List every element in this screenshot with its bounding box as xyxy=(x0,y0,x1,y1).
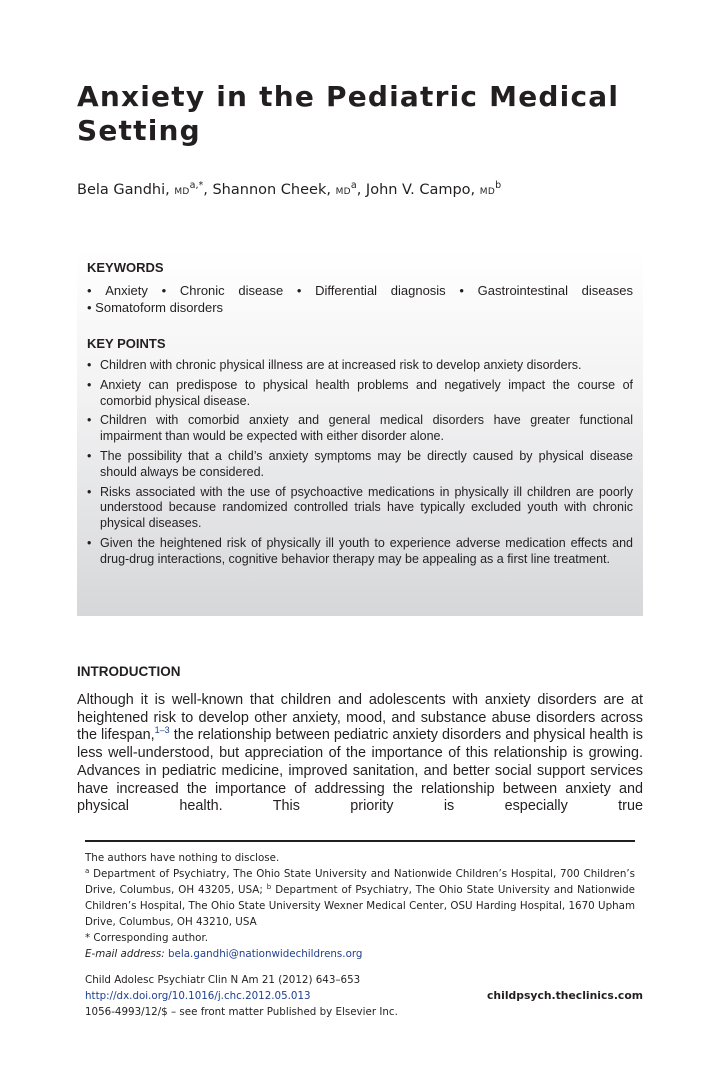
issn-note: 1056-4993/12/$ – see front matter Published by Elsevier Inc. xyxy=(85,1006,398,1018)
article-title: Anxiety in the Pediatric Medical Setting xyxy=(77,80,620,147)
doi-link[interactable]: http://dx.doi.org/10.1016/j.chc.2012.05.013 xyxy=(85,990,311,1002)
introduction-paragraph: Although it is well-known that children and adolescents with anxiety disorders are at heightened risk to develop other anxiety, mood, and substance abuse disorders across the lifespan,$^{1-3}$ the relationship between pediatric anxiety disorders and physical health is less well-understood, but appreciation of the importance of this relationship is growing. Advances in pediatric medicine, improved sanitation, and better social support services have increased the importance of addressing the relationship between anxiety and physical health. This priority is especially true xyxy=(77,692,643,815)
key-point: • Given the heightened risk of physically ill youth to experience adverse medication effects and drug-drug interactions, cognitive behavior therapy may be appealing as a first line treatment. xyxy=(87,536,633,568)
email-link[interactable]: bela.gandhi@nationwidechildrens.org xyxy=(168,948,363,960)
key-point: • The possibility that a child’s anxiety symptoms may be directly caused by physical disease should always be considered. xyxy=(87,449,633,481)
author: John V. Campo, $MD^b$ xyxy=(365,180,502,198)
journal-citation: Child Adolesc Psychiatr Clin N Am 21 (2012) 643–653 xyxy=(85,974,361,986)
author-list xyxy=(77,180,657,202)
disclosure-note: The authors have nothing to disclose. xyxy=(85,852,280,864)
keywords-heading: KEYWORDS xyxy=(87,260,164,275)
keywords-keypoints-box xyxy=(77,250,643,616)
affiliations-note: $^a$ Department of Psychiatry, The Ohio State University and Nationwide Children’s Hospital, 700 Children’s Drive, Columbus, OH 43205, USA; $^b$ Department of Psychiatry, The Ohio State University and Nationwide Children’s Hospital, The Ohio State University Wexner Medical Center, OSU Harding Hospital, 1670 Upham Drive, Columbus, OH 43210, USA xyxy=(85,867,636,928)
journal-site: childpsych.theclinics.com xyxy=(487,989,643,1002)
keywords-list xyxy=(87,282,633,316)
keyword: • Gastrointestinal diseases xyxy=(459,283,633,298)
keyword: • Chronic disease xyxy=(162,283,284,298)
key-point: • Risks associated with the use of psychoactive medications in physically ill children are poorly understood because randomized controlled trials have typically excluded youth with chronic physical diseases. xyxy=(87,485,633,532)
email-note: E-mail address: bela.gandhi@nationwidechildrens.org xyxy=(85,948,363,960)
reference-link[interactable]: 1–3 xyxy=(154,725,170,736)
key-points-heading: KEY POINTS xyxy=(87,336,166,351)
introduction-heading: INTRODUCTION xyxy=(77,664,181,679)
keyword: • Differential diagnosis xyxy=(297,283,446,298)
author: Shannon Cheek, $MD^a$, xyxy=(212,180,366,198)
key-point: • Children with comorbid anxiety and general medical disorders have greater functional impairment than would be expected with either disorder alone. xyxy=(87,413,633,445)
corresponding-author-note: * Corresponding author. xyxy=(85,932,209,944)
keyword: • Somatoform disorders xyxy=(87,299,633,316)
key-point: • Anxiety can predispose to physical health problems and negatively impact the course of comorbid physical disease. xyxy=(87,378,633,410)
author: Bela Gandhi, $MD^{a,*}$, xyxy=(77,180,213,198)
key-point: • Children with chronic physical illness are at increased risk to develop anxiety disorders. xyxy=(87,358,633,374)
key-points-list xyxy=(87,358,633,568)
keyword: • Anxiety xyxy=(87,283,148,298)
footnote-divider xyxy=(85,840,635,842)
footnotes xyxy=(85,850,635,962)
